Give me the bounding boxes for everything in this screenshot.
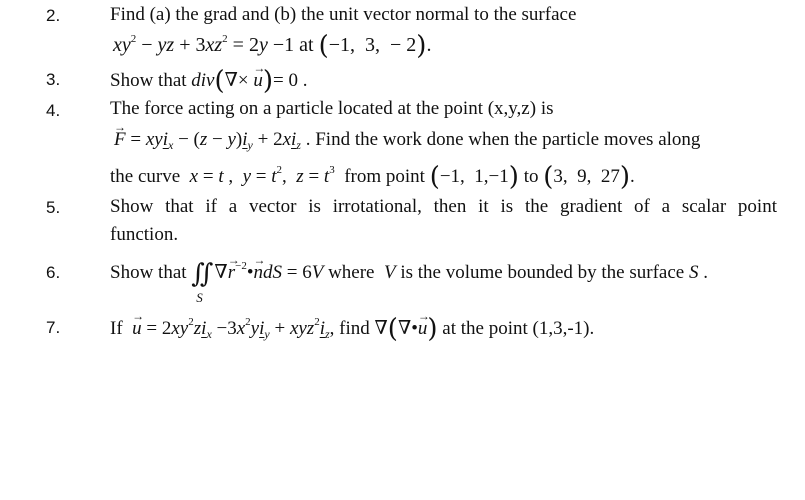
problem-4-from: from point (344, 166, 425, 187)
problem-4-number: 4. (46, 101, 61, 120)
integral-subscript: S (196, 290, 203, 305)
problem-2-text: Find (a) the grad and (b) the unit vector normal to the surface (110, 4, 577, 25)
problem-4-line2: → $F = xyi_x - (z - y)i_y + 2xi_z$ . Find the work done when the particle moves along (114, 130, 700, 149)
problem-3-text: Show that div(∇× → u)= 0 . (110, 68, 308, 94)
problem-3-number: 3. (46, 70, 61, 89)
problem-7-number: 7. (46, 318, 61, 337)
problem-7-text: $If \to u = 2xy^2zi_x -3x^2yi_y + xyz^2i_z$, find ∇(∇•→ u) at the point (1,3,-1). (110, 316, 594, 342)
problem-4-line3: the curve x = t , $y = t^2$, $z = t^3$ from point (−1, 1,−1) to (3, 9, 27). (110, 162, 635, 192)
problem-4-work-text: Find the work done when the particle moves along (315, 129, 701, 150)
problem-4-to: to (523, 166, 539, 187)
problem-5-number: 5. (46, 198, 61, 217)
problem-5-line1: Show that if a vector is irrotational, then it is the gradient of a scalar point (110, 196, 777, 217)
problem-2-equation: $xy^2$ − yz + $3xz^2 = 2y -1$ at (−1, 3, − 2). (113, 31, 432, 61)
problem-7-at-point: at the point (1,3,-1). (442, 318, 595, 339)
problem-3-prefix: Show that (110, 70, 187, 91)
problem-2-at: at (299, 34, 314, 56)
problem-5-line2: function. (110, 224, 179, 245)
problem-6-prefix: Show that (110, 262, 187, 283)
surface-integral-sign: ∬ S (191, 259, 214, 305)
problem-7-prefix: If (110, 318, 123, 339)
problem-2-number: 2. (46, 6, 61, 25)
problem-6-text: Show that ∬ S ∇→ $r^{-2}•\to$ ndS = 6V where V is the volume bounded by the surface S . (110, 261, 708, 287)
problem-7-find: find (339, 318, 370, 339)
problem-6-where: where (328, 262, 375, 283)
problem-6-number: 6. (46, 263, 61, 282)
problem-4-curve-prefix: the curve (110, 166, 181, 187)
problem-4-line1: The force acting on a particle located at the point (x,y,z) is (110, 98, 554, 119)
